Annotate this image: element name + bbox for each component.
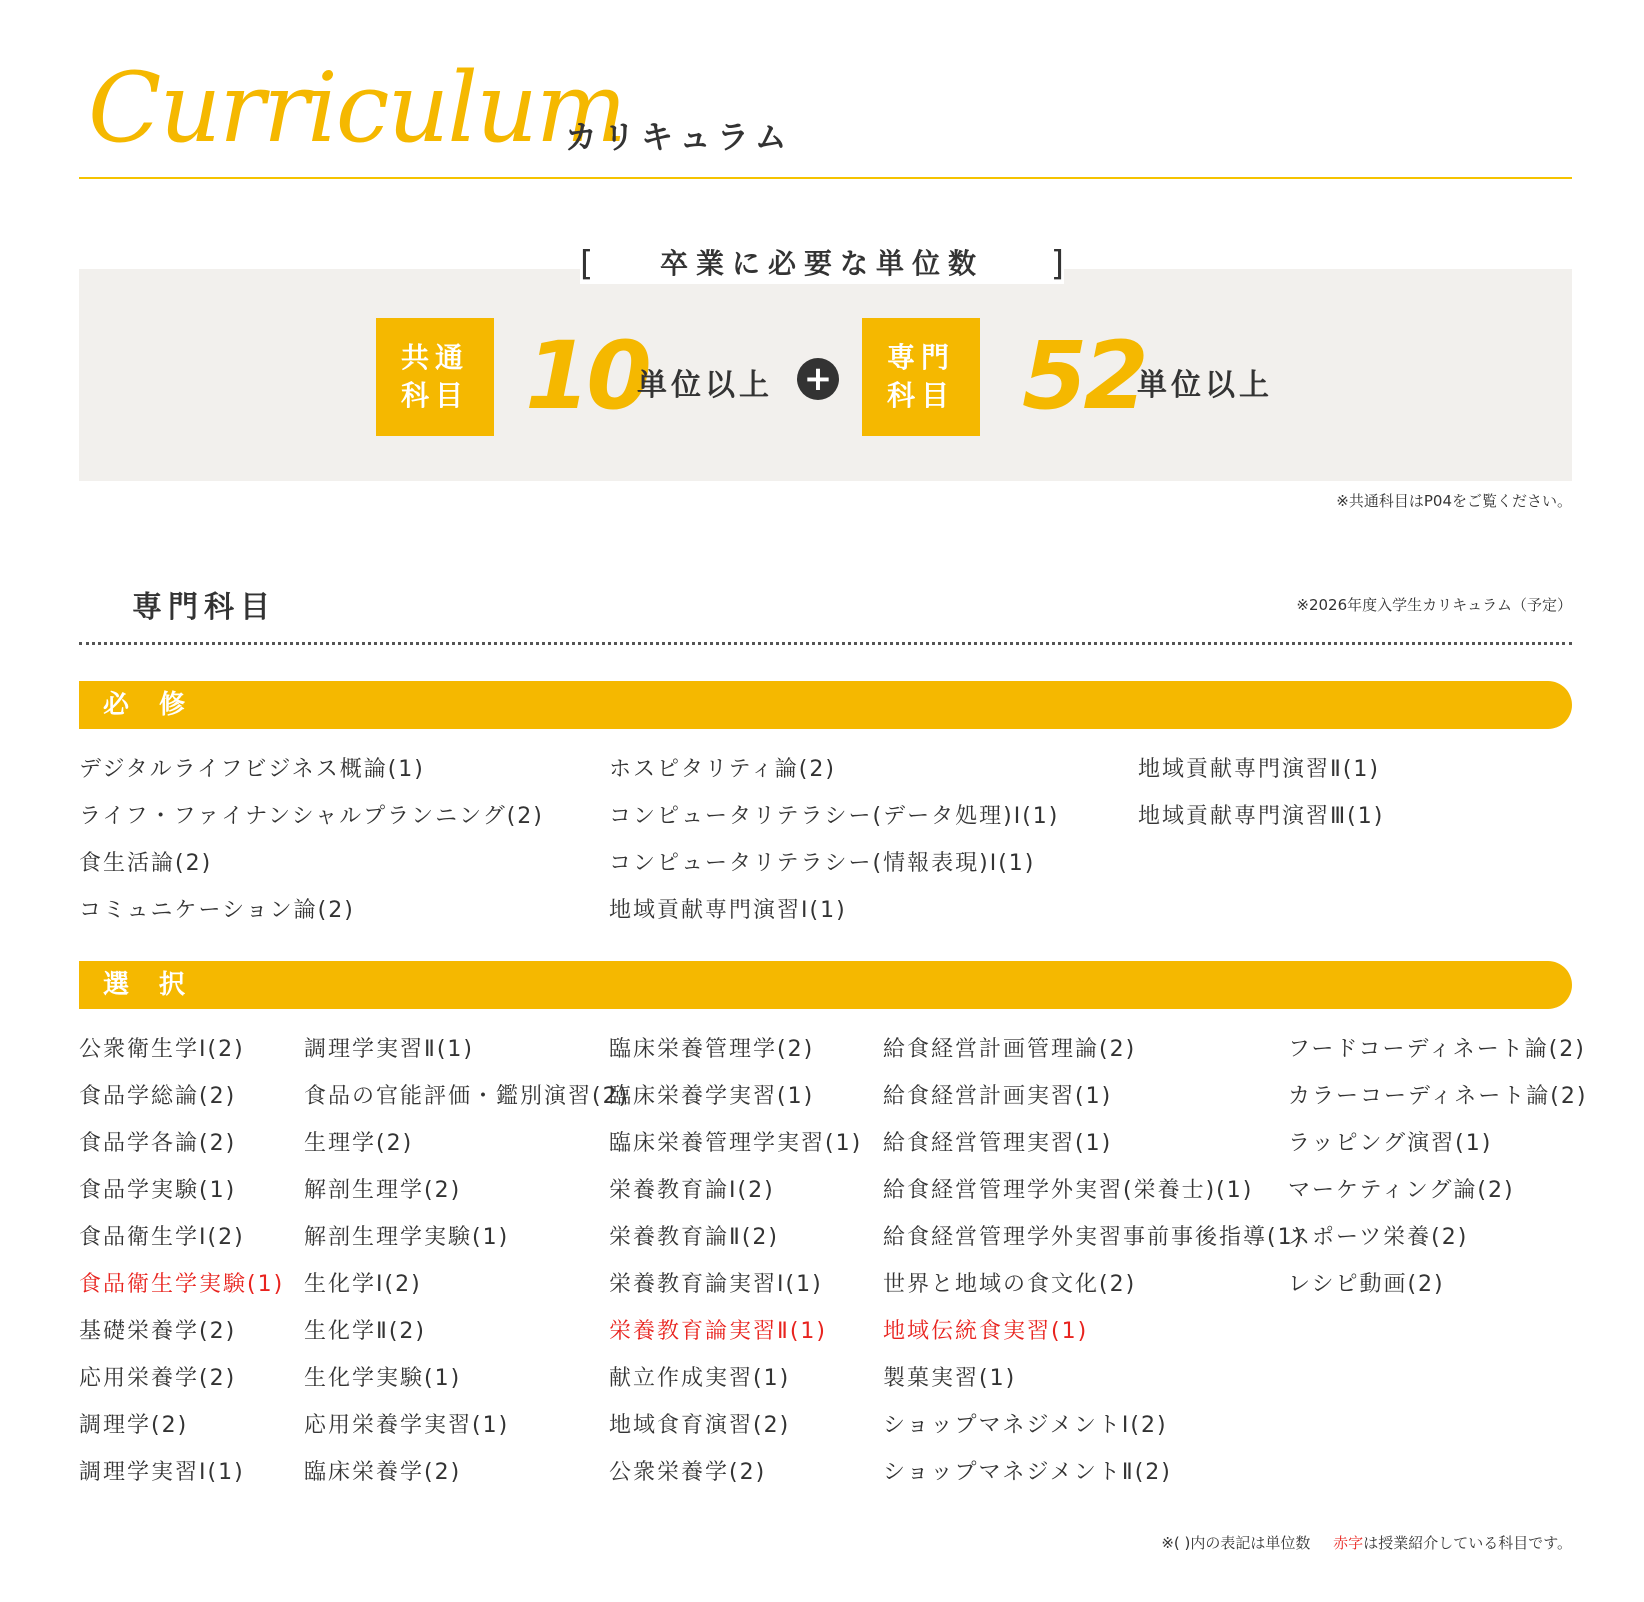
footer-note <box>1161 1532 1572 1553</box>
curriculum-year-note: ※2026年度入学生カリキュラム（予定） <box>1296 596 1572 614</box>
subject-item: 給食経営管理学外実習事前事後指導(1) <box>883 1225 1305 1250</box>
units-heading-text: 卒業に必要な単位数 <box>659 247 984 280</box>
curriculum-jp-title: カリキュラム <box>565 118 793 156</box>
major-subjects-badge: 専門 科目 <box>862 318 980 436</box>
subject-item: 地域貢献専門演習Ⅲ(1) <box>1138 804 1385 829</box>
subject-item: 食品学実験(1) <box>79 1178 237 1203</box>
required-column <box>609 746 1059 934</box>
subject-item: デジタルライフビジネス概論(1) <box>79 757 425 782</box>
dotted-divider <box>79 642 1572 645</box>
subject-item: コミュニケーション論(2) <box>79 898 355 923</box>
elective-column <box>609 1026 862 1496</box>
subject-item: 公衆栄養学(2) <box>609 1460 767 1485</box>
subject-item: コンピュータリテラシー(データ処理)Ⅰ(1) <box>609 804 1060 829</box>
subject-item: 食品衛生学Ⅰ(2) <box>79 1225 245 1250</box>
elective-column <box>1288 1026 1587 1308</box>
subject-item: 調理学実習Ⅱ(1) <box>304 1037 474 1062</box>
subject-item: ホスピタリティ論(2) <box>609 757 836 782</box>
subject-item: ショップマネジメントⅠ(2) <box>883 1413 1168 1438</box>
subject-item: スポーツ栄養(2) <box>1288 1225 1469 1250</box>
subject-item: 世界と地域の食文化(2) <box>883 1272 1137 1297</box>
subject-item: 給食経営計画管理論(2) <box>883 1037 1137 1062</box>
subject-item: 調理学(2) <box>79 1413 189 1438</box>
subject-item: 給食経営計画実習(1) <box>883 1084 1113 1109</box>
subject-item: マーケティング論(2) <box>1288 1178 1515 1203</box>
major-units-suffix: 単位以上 <box>1137 368 1273 403</box>
subject-item: 応用栄養学実習(1) <box>304 1413 510 1438</box>
subject-item: ライフ・ファイナンシャルプランニング(2) <box>79 804 544 829</box>
curriculum-script-title: Curriculum <box>88 52 625 164</box>
subject-item: 栄養教育論Ⅱ(2) <box>609 1225 779 1250</box>
common-units-number: 10 <box>525 322 648 431</box>
subject-item: 生理学(2) <box>304 1131 414 1156</box>
footer-note-b: は授業紹介している科目です。 <box>1363 1534 1572 1552</box>
subject-item: 栄養教育論実習Ⅱ(1) <box>609 1319 827 1344</box>
subject-item: 食品の官能評価・鑑別演習(2) <box>304 1084 630 1109</box>
subject-item: 栄養教育論実習Ⅰ(1) <box>609 1272 823 1297</box>
subject-item: 公衆衛生学Ⅰ(2) <box>79 1037 245 1062</box>
subject-item: 食品衛生学実験(1) <box>79 1272 285 1297</box>
title-rule <box>79 177 1572 179</box>
common-subjects-badge: 共通 科目 <box>376 318 494 436</box>
subject-item: 応用栄養学(2) <box>79 1366 237 1391</box>
required-column <box>1138 746 1384 840</box>
subject-item: レシピ動画(2) <box>1288 1272 1445 1297</box>
subject-item: 解剖生理学(2) <box>304 1178 462 1203</box>
footer-note-red: 赤字 <box>1333 1534 1364 1552</box>
subject-item: 献立作成実習(1) <box>609 1366 791 1391</box>
subject-item: 栄養教育論Ⅰ(2) <box>609 1178 775 1203</box>
common-units-suffix: 単位以上 <box>637 368 773 403</box>
elective-column <box>79 1026 284 1496</box>
subject-item: 製菓実習(1) <box>883 1366 1017 1391</box>
subject-item: 調理学実習Ⅰ(1) <box>79 1460 245 1485</box>
elective-column <box>883 1026 1304 1496</box>
subject-item: 生化学実験(1) <box>304 1366 462 1391</box>
subject-item: 解剖生理学実験(1) <box>304 1225 510 1250</box>
subject-item: 給食経営管理学外実習(栄養士)(1) <box>883 1178 1254 1203</box>
plus-icon: + <box>797 358 839 400</box>
subject-item: 臨床栄養学(2) <box>304 1460 462 1485</box>
subject-item: 地域伝統食実習(1) <box>883 1319 1089 1344</box>
bracket-open: [ <box>580 244 594 284</box>
bracket-close: ] <box>1050 244 1064 284</box>
subject-item: フードコーディネート論(2) <box>1288 1037 1586 1062</box>
subject-item: 地域食育演習(2) <box>609 1413 791 1438</box>
subject-item: ショップマネジメントⅡ(2) <box>883 1460 1172 1485</box>
units-heading <box>580 244 1064 284</box>
elective-column <box>304 1026 629 1496</box>
subject-item: 臨床栄養管理学実習(1) <box>609 1131 863 1156</box>
subject-item: 生化学Ⅰ(2) <box>304 1272 422 1297</box>
common-subjects-note: ※共通科目はP04をご覧ください。 <box>1336 492 1572 510</box>
subject-item: 基礎栄養学(2) <box>79 1319 237 1344</box>
subject-item: コンピュータリテラシー(情報表現)Ⅰ(1) <box>609 851 1036 876</box>
subject-item: 給食経営管理実習(1) <box>883 1131 1113 1156</box>
subject-item: 地域貢献専門演習Ⅰ(1) <box>609 898 847 923</box>
elective-bar: 選択 <box>79 961 1572 1009</box>
subject-item: 食品学各論(2) <box>79 1131 237 1156</box>
section-title: 専門科目 <box>132 590 276 625</box>
subject-item: カラーコーディネート論(2) <box>1288 1084 1588 1109</box>
subject-item: 食品学総論(2) <box>79 1084 237 1109</box>
subject-item: 生化学Ⅱ(2) <box>304 1319 426 1344</box>
subject-item: ラッピング演習(1) <box>1288 1131 1493 1156</box>
subject-item: 臨床栄養管理学(2) <box>609 1037 815 1062</box>
major-units-number: 52 <box>1022 322 1145 431</box>
subject-item: 食生活論(2) <box>79 851 213 876</box>
subject-item: 臨床栄養学実習(1) <box>609 1084 815 1109</box>
footer-note-a: ※( )内の表記は単位数 <box>1161 1534 1311 1552</box>
required-bar: 必修 <box>79 681 1572 729</box>
subject-item: 地域貢献専門演習Ⅱ(1) <box>1138 757 1380 782</box>
required-column <box>79 746 544 934</box>
